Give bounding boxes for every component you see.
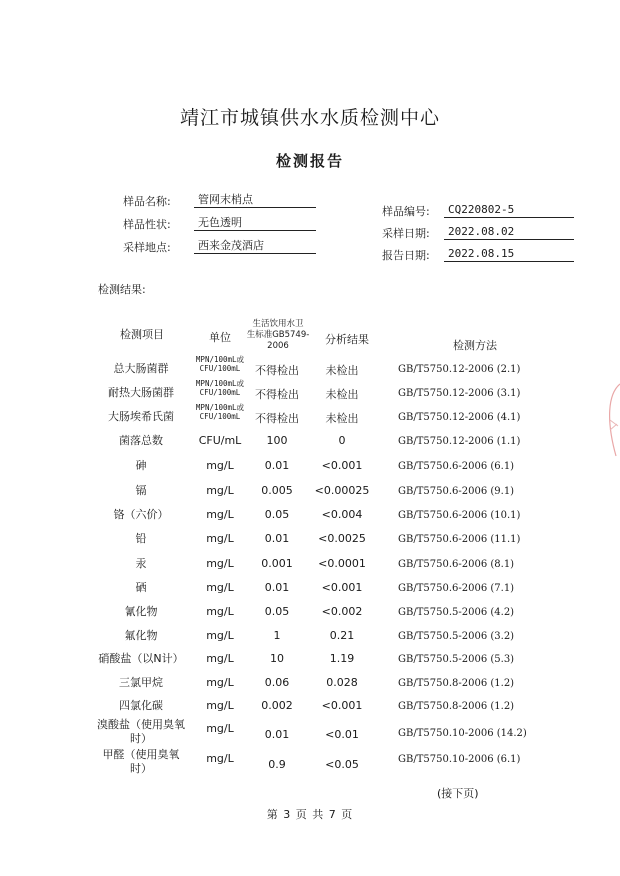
row-item-line: 总大肠菌群 (113, 362, 169, 375)
continued-note: (接下页) (437, 787, 479, 800)
row-result: 0.028 (326, 676, 358, 689)
row-method: GB/T5750.10-2006 (6.1) (398, 754, 521, 765)
row-result: 0 (338, 434, 346, 447)
row-item-line: 氟化物 (124, 629, 158, 642)
sampling-date-label: 采样日期: (382, 227, 430, 240)
row-unit-line: mg/L (206, 484, 234, 497)
sample-no-label: 样品编号: (382, 205, 430, 218)
row-unit-line: mg/L (206, 605, 234, 618)
report-title: 检测报告 (275, 152, 344, 170)
row-standard: 0.01 (264, 459, 290, 472)
row-unit-line: mg/L (206, 722, 234, 735)
row-unit-line: mg/L (206, 508, 234, 521)
row-result: <0.05 (325, 758, 359, 771)
row-result: <0.001 (321, 459, 363, 472)
sample-name-value: 管网末梢点 (194, 193, 316, 208)
row-unit (190, 699, 250, 712)
row-method: GB/T5750.6-2006 (9.1) (398, 486, 515, 497)
row-unit-line: CFU/100mL (199, 388, 241, 397)
row-standard: 0.01 (264, 581, 290, 594)
row-result: <0.004 (321, 508, 363, 521)
row-item (82, 718, 200, 746)
row-method: GB/T5750.5-2006 (5.3) (398, 654, 515, 665)
header-unit: 单位 (209, 331, 231, 344)
row-method: GB/T5750.12-2006 (3.1) (398, 388, 521, 399)
row-method: GB/T5750.8-2006 (1.2) (398, 701, 515, 712)
row-standard: 0.001 (261, 557, 293, 570)
row-item (82, 629, 200, 643)
header-standard-line: 生活饮用水卫 (252, 319, 304, 329)
seal-edge-mark (602, 380, 620, 460)
row-result: 0.21 (329, 629, 355, 642)
row-item-line: 甲醛（使用臭氧 (102, 748, 180, 761)
row-result: <0.001 (321, 581, 363, 594)
header-item: 检测项目 (120, 328, 164, 341)
sample-no-value: CQ220802-5 (444, 203, 574, 218)
row-item-line: 溴酸盐（使用臭氧 (97, 718, 185, 731)
row-unit (190, 434, 250, 447)
row-unit-line: MPN/100mL或 (195, 403, 245, 412)
row-standard: 不得检出 (255, 412, 299, 425)
header-standard (244, 319, 312, 352)
row-item-line: 硝酸盐（以N计） (98, 652, 184, 665)
row-unit (190, 629, 250, 642)
row-unit (190, 459, 250, 472)
row-result: <0.0001 (318, 557, 366, 570)
row-method: GB/T5750.6-2006 (8.1) (398, 559, 515, 570)
row-item (82, 386, 200, 400)
row-unit (190, 676, 250, 689)
row-unit (190, 652, 250, 665)
sampling-date-value: 2022.08.02 (444, 225, 574, 240)
row-unit-line: mg/L (206, 752, 234, 765)
row-item-line: 时） (130, 762, 152, 775)
row-unit (190, 355, 250, 373)
row-item (82, 362, 200, 376)
row-unit-line: mg/L (206, 557, 234, 570)
row-method: GB/T5750.12-2006 (4.1) (398, 412, 521, 423)
row-unit (190, 605, 250, 618)
row-item (82, 652, 200, 666)
row-unit (190, 508, 250, 521)
row-item (82, 532, 200, 546)
row-item (82, 581, 200, 595)
row-unit (190, 581, 250, 594)
row-method: GB/T5750.5-2006 (3.2) (398, 631, 515, 642)
row-standard: 不得检出 (255, 364, 299, 377)
row-item-line: 四氯化碳 (119, 699, 163, 712)
row-standard: 0.05 (264, 605, 290, 618)
row-item (82, 434, 200, 448)
row-item-line: 硒 (135, 581, 147, 594)
row-method: GB/T5750.8-2006 (1.2) (398, 678, 515, 689)
row-standard: 1 (273, 629, 281, 642)
row-unit-line: mg/L (206, 676, 234, 689)
row-result: <0.00025 (314, 484, 370, 497)
row-item-line: 汞 (135, 557, 147, 570)
row-unit-line: mg/L (206, 699, 234, 712)
row-item (82, 748, 200, 776)
row-item (82, 484, 200, 498)
row-standard: 0.05 (264, 508, 290, 521)
header-result: 分析结果 (325, 333, 369, 346)
row-item-line: 铅 (135, 532, 147, 545)
report-date-label: 报告日期: (382, 249, 430, 262)
row-unit (190, 722, 250, 735)
row-item-line: 时） (130, 732, 152, 745)
row-standard: 0.06 (264, 676, 290, 689)
row-standard: 0.01 (264, 728, 290, 741)
row-standard: 0.01 (264, 532, 290, 545)
row-unit (190, 532, 250, 545)
row-item (82, 605, 200, 619)
row-result: <0.01 (325, 728, 359, 741)
row-item-line: 菌落总数 (119, 434, 163, 447)
row-result: <0.0025 (318, 532, 366, 545)
sampling-place-label: 采样地点: (123, 241, 171, 254)
row-item (82, 508, 200, 522)
sample-trait-value: 无色透明 (194, 216, 316, 231)
sampling-place-value: 西来金茂酒店 (194, 239, 316, 254)
row-item-line: 铬（六价） (113, 508, 169, 521)
row-standard: 0.005 (261, 484, 293, 497)
row-method: GB/T5750.6-2006 (7.1) (398, 583, 515, 594)
header-method: 检测方法 (453, 339, 497, 352)
row-item (82, 676, 200, 690)
row-unit (190, 403, 250, 421)
row-item-line: 三氯甲烷 (119, 676, 163, 689)
row-item (82, 699, 200, 713)
row-unit (190, 484, 250, 497)
row-unit-line: CFU/mL (198, 434, 242, 447)
row-standard: 不得检出 (255, 388, 299, 401)
report-date-value: 2022.08.15 (444, 247, 574, 262)
row-method: GB/T5750.6-2006 (6.1) (398, 461, 515, 472)
results-label: 检测结果: (98, 283, 146, 296)
row-unit (190, 379, 250, 397)
page-number: 第 3 页 共 7 页 (266, 808, 354, 821)
row-unit-line: MPN/100mL或 (195, 355, 245, 364)
row-result: 未检出 (325, 412, 359, 425)
row-method: GB/T5750.6-2006 (10.1) (398, 510, 521, 521)
row-item-line: 砷 (135, 459, 147, 472)
row-unit-line: mg/L (206, 459, 234, 472)
row-method: GB/T5750.12-2006 (1.1) (398, 436, 521, 447)
row-method: GB/T5750.6-2006 (11.1) (398, 534, 521, 545)
row-result: 未检出 (325, 388, 359, 401)
row-unit-line: CFU/100mL (199, 412, 241, 421)
row-result: <0.001 (321, 699, 363, 712)
row-method: GB/T5750.10-2006 (14.2) (398, 728, 527, 739)
row-unit (190, 752, 250, 765)
row-item-line: 镉 (135, 484, 147, 497)
row-result: <0.002 (321, 605, 363, 618)
org-title: 靖江市城镇供水水质检测中心 (179, 107, 440, 129)
header-standard-line: 生标准GB5749- (246, 330, 310, 340)
row-standard: 10 (270, 652, 284, 665)
row-unit-line: mg/L (206, 581, 234, 594)
row-standard: 0.002 (261, 699, 293, 712)
row-standard: 0.9 (268, 758, 286, 771)
row-method: GB/T5750.5-2006 (4.2) (398, 607, 515, 618)
row-unit-line: CFU/100mL (199, 364, 241, 373)
row-unit (190, 557, 250, 570)
row-item (82, 459, 200, 473)
sample-name-label: 样品名称: (123, 195, 171, 208)
row-result: 1.19 (329, 652, 355, 665)
row-unit-line: mg/L (206, 629, 234, 642)
row-unit-line: MPN/100mL或 (195, 379, 245, 388)
row-unit-line: mg/L (206, 532, 234, 545)
row-item (82, 410, 200, 424)
row-result: 未检出 (325, 364, 359, 377)
row-method: GB/T5750.12-2006 (2.1) (398, 364, 521, 375)
header-standard-line: 2006 (267, 341, 289, 351)
row-standard: 100 (266, 434, 288, 447)
sample-trait-label: 样品性状: (123, 218, 171, 231)
row-item-line: 大肠埃希氏菌 (108, 410, 174, 423)
row-item (82, 557, 200, 571)
row-item-line: 氰化物 (124, 605, 158, 618)
row-unit-line: mg/L (206, 652, 234, 665)
row-item-line: 耐热大肠菌群 (108, 386, 174, 399)
